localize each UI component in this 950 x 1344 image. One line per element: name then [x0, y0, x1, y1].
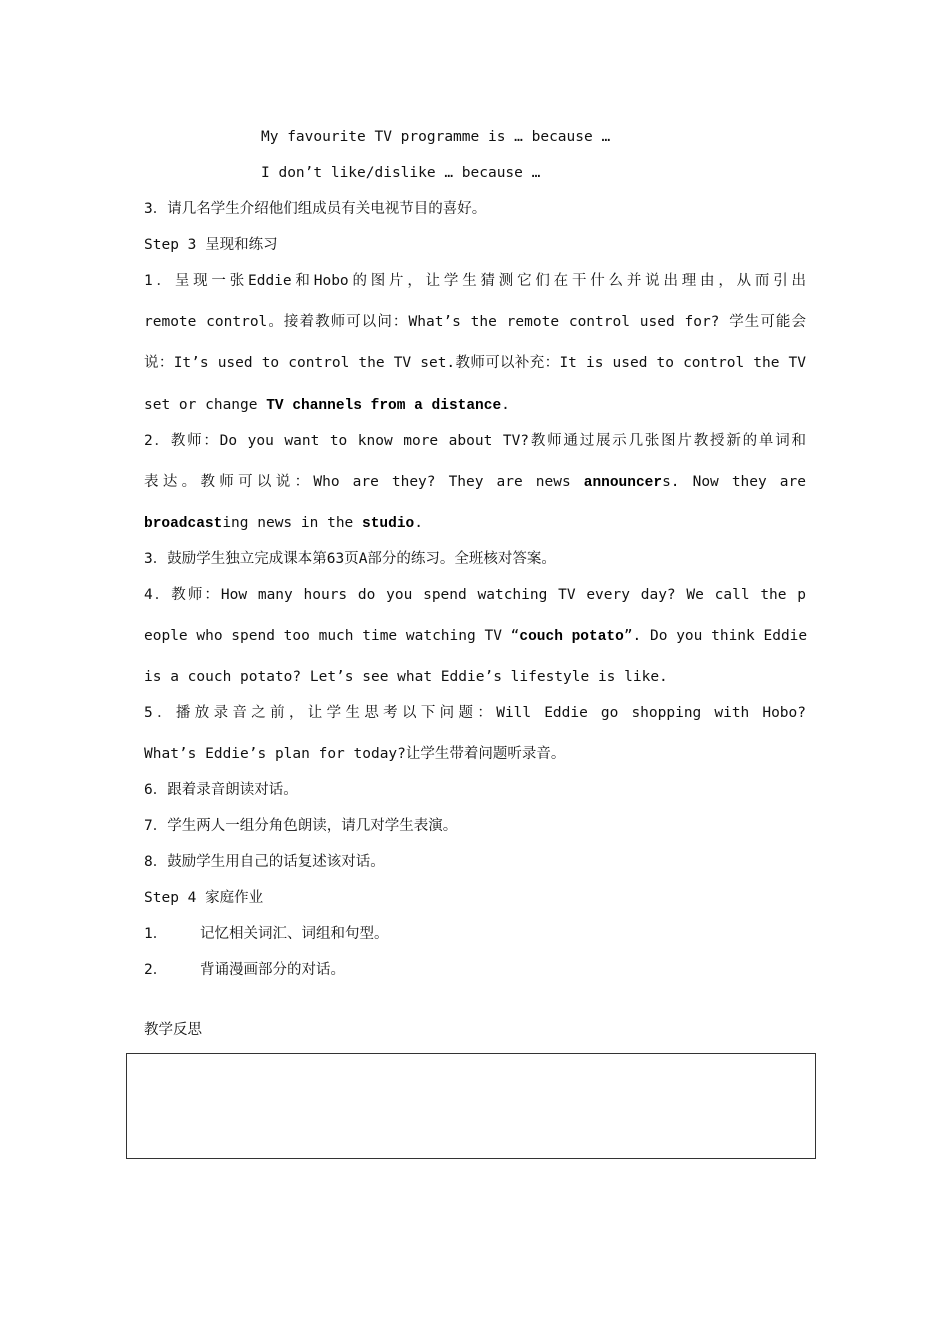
- step3-item7: 7．学生两人一组分角色朗读，请几对学生表演。: [144, 818, 458, 834]
- sentence-pattern-2: I don’t like/dislike … because …: [261, 165, 541, 181]
- step3-item5-line2: What’s Eddie’s plan for today?让学生带着问题听录音。: [144, 746, 566, 762]
- sentence-pattern-1: My favourite TV programme is … because …: [261, 129, 611, 145]
- list-text: 背诵漫画部分的对话。: [200, 962, 345, 978]
- key-phrase-couch-potato: couch potato: [519, 629, 624, 645]
- step3-item8: 8．鼓励学生用自己的话复述该对话。: [144, 854, 385, 870]
- step3-item2-line1: 2．教师：Do you want to know more about TV?教师通过展示几张图片教授新的单词和: [144, 433, 806, 449]
- step3-item1-line1: 1．呈现一张Eddie和Hobo的图片，让学生猜测它们在干什么并说出理由，从而引出: [144, 273, 806, 289]
- list-number: 2．: [144, 962, 168, 978]
- step3-item6: 6．跟着录音朗读对话。: [144, 782, 298, 798]
- text-segment: ing news in the: [222, 515, 363, 531]
- list-number: 1．: [144, 926, 168, 942]
- step3-item4-line1: 4．教师：How many hours do you spend watching TV every day? We call the p: [144, 587, 806, 603]
- step3-item2-line3: [144, 513, 806, 534]
- reflection-box: [126, 1053, 816, 1159]
- step4-item-2: [144, 960, 806, 980]
- reflection-title: 教学反思: [144, 1022, 202, 1038]
- key-word-announcer: announcer: [583, 475, 663, 491]
- step2-item-3: 3．请几名学生介绍他们组成员有关电视节目的喜好。: [144, 201, 487, 217]
- step3-item5-line1: 5．播放录音之前，让学生思考以下问题：Will Eddie go shopping with Hobo?: [144, 705, 806, 721]
- text-segment: .: [501, 397, 510, 413]
- text-segment: set or change: [144, 397, 267, 413]
- text-segment: ”. Do you think Eddie: [623, 628, 808, 644]
- step3-item1-line4: [144, 395, 806, 416]
- key-word-broadcast: broadcast: [144, 516, 223, 532]
- step3-item4-line3: is a couch potato? Let’s see what Eddie’s lifestyle is like.: [144, 669, 668, 685]
- list-text: 记忆相关词汇、词组和句型。: [200, 926, 389, 942]
- step3-item3: 3．鼓励学生独立完成课本第63页A部分的练习。全班核对答案。: [144, 551, 556, 567]
- step3-item4-line2: [144, 626, 806, 647]
- step4-item-1: [144, 924, 806, 944]
- step4-heading: Step 4 家庭作业: [144, 890, 264, 906]
- step3-item1-line2: remote control。接着教师可以问：What’s the remote control used for? 学生可能会: [144, 314, 806, 330]
- text-segment: 表达。教师可以说：Who are they? They are news: [144, 474, 584, 490]
- step3-heading: Step 3 呈现和练习: [144, 237, 278, 253]
- text-segment: s. Now they are: [662, 474, 806, 490]
- text-segment: eople who spend too much time watching TV “: [144, 628, 520, 644]
- step3-item1-line3: 说：It’s used to control the TV set.教师可以补充：It is used to control the TV: [144, 355, 806, 371]
- key-word-studio: studio: [362, 516, 415, 532]
- step3-item2-line2: [144, 472, 806, 493]
- key-phrase-tv-channels: TV channels from a distance: [266, 398, 502, 414]
- text-segment: .: [414, 515, 423, 531]
